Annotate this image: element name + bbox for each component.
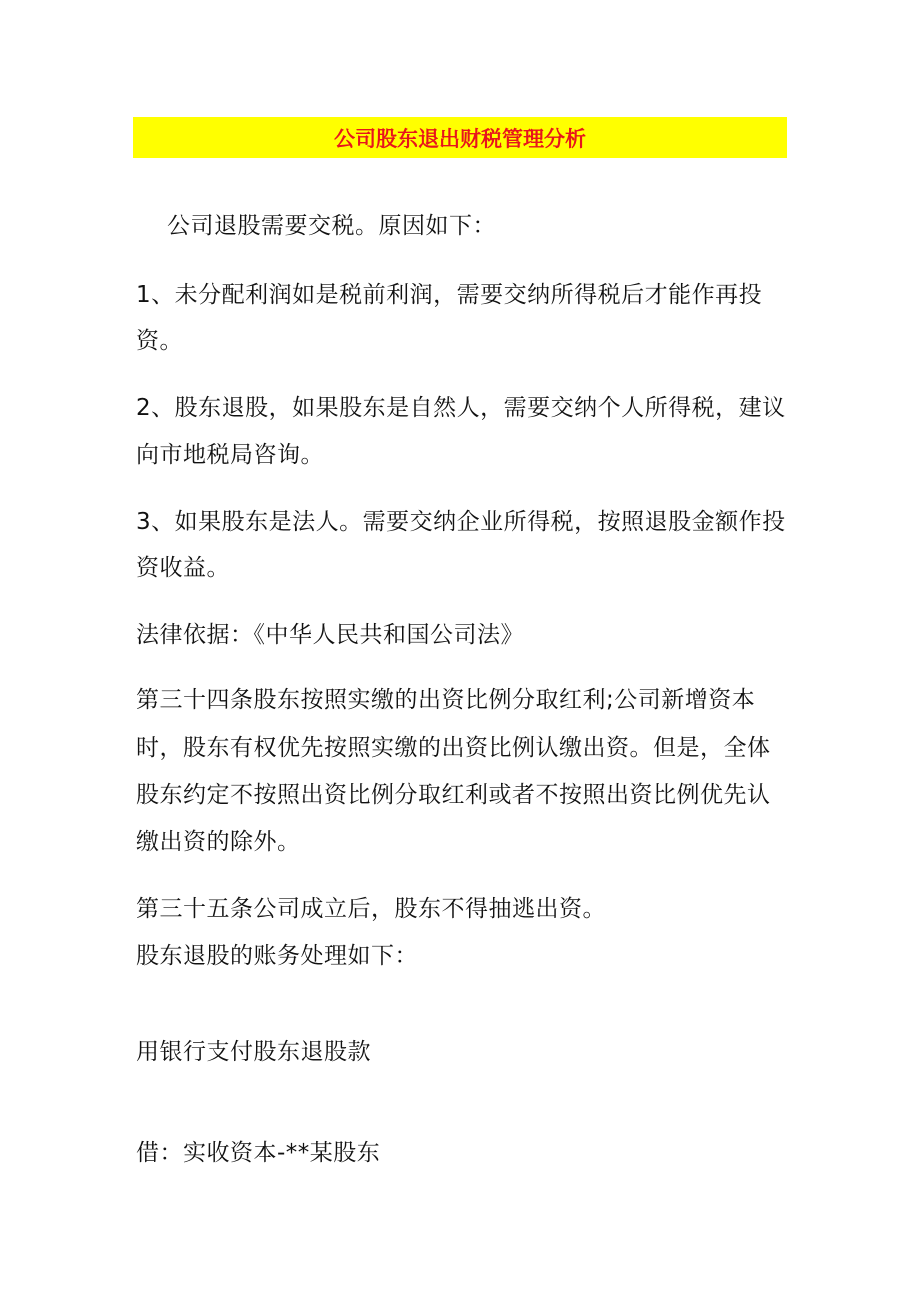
bank-payment-line: 用银行支付股东退股款 xyxy=(136,1039,371,1065)
item-1-line-2: 资。 xyxy=(136,328,183,354)
item-2-line-1: 2、股东退股，如果股东是自然人，需要交纳个人所得税，建议 xyxy=(136,395,786,421)
article-34-line-2: 时，股东有权优先按照实缴的出资比例认缴出资。但是，全体 xyxy=(136,735,771,761)
article-34-line-4: 缴出资的除外。 xyxy=(136,829,301,855)
item-3-line-1: 3、如果股东是法人。需要交纳企业所得税，按照退股金额作投 xyxy=(136,509,786,535)
item-2-line-2: 向市地税局咨询。 xyxy=(136,442,324,468)
accounting-intro-line: 股东退股的账务处理如下： xyxy=(136,943,418,969)
title-banner xyxy=(133,117,787,158)
debit-entry-line: 借：实收资本-**某股东 xyxy=(136,1140,381,1166)
article-35-line: 第三十五条公司成立后，股东不得抽逃出资。 xyxy=(136,896,606,922)
article-34-line-3: 股东约定不按照出资比例分取红利或者不按照出资比例优先认 xyxy=(136,782,771,808)
legal-basis-line: 法律依据：《中华人民共和国公司法》 xyxy=(136,622,524,648)
item-3-line-2: 资收益。 xyxy=(136,555,230,581)
article-34-line-1: 第三十四条股东按照实缴的出资比例分取红利;公司新增资本 xyxy=(136,687,756,713)
document-title: 公司股东退出财税管理分析 xyxy=(334,126,586,151)
item-1-line-1: 1、未分配利润如是税前利润，需要交纳所得税后才能作再投 xyxy=(136,282,763,308)
intro-line: 公司退股需要交税。原因如下： xyxy=(167,213,496,239)
